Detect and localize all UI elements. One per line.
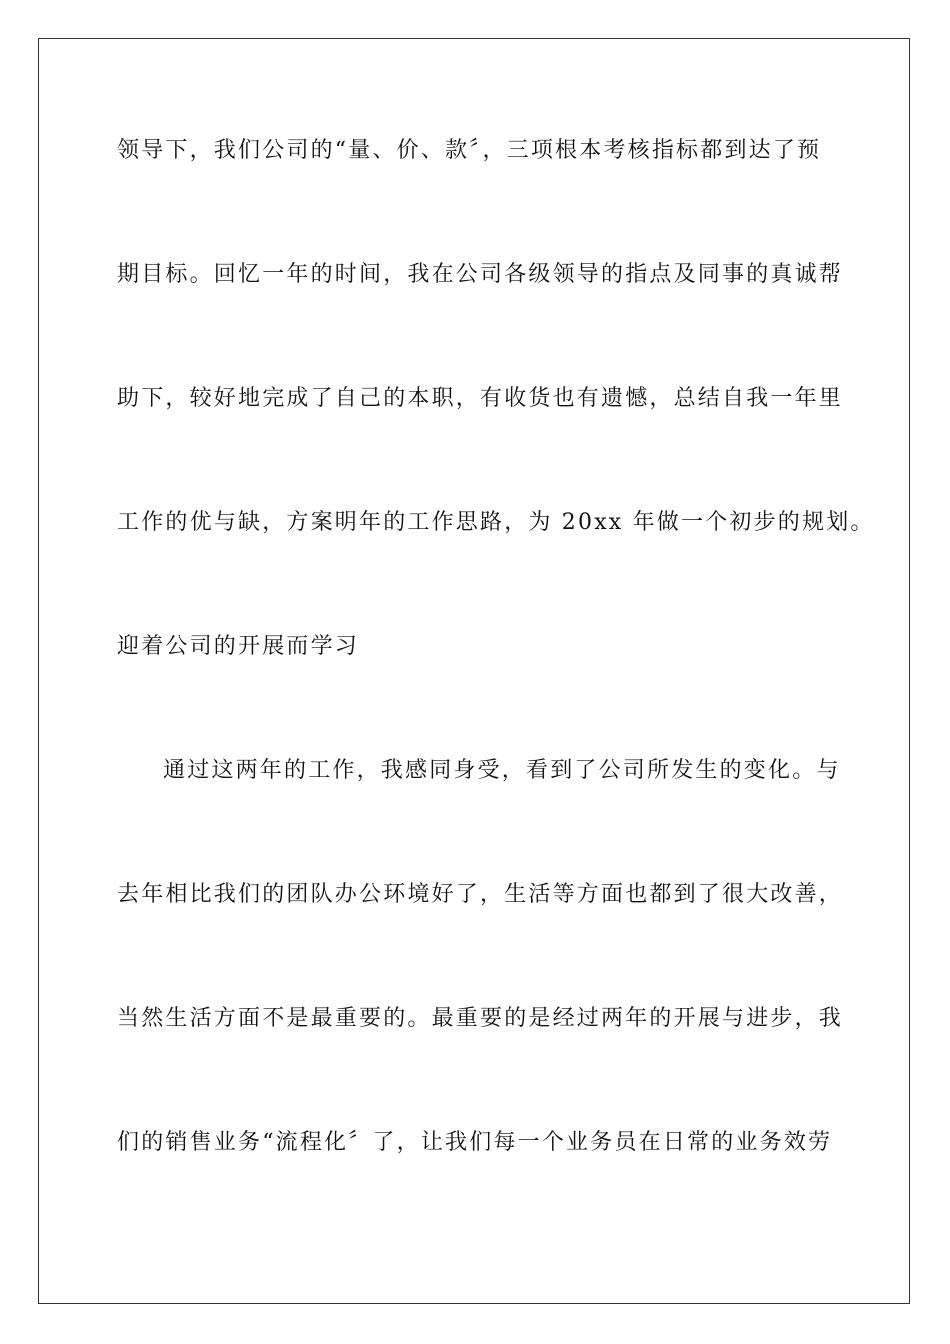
paragraph-line-1: 领导下，我们公司的“量、价、款〞，三项根本考核指标都到达了预 bbox=[117, 138, 822, 163]
paragraph-line-5: 通过这两年的工作，我感同身受，看到了公司所发生的变化。与 bbox=[163, 758, 841, 783]
section-heading: 迎着公司的开展而学习 bbox=[117, 634, 360, 659]
paragraph-line-8: 们的销售业务“流程化〞了，让我们每一个业务员在日常的业务效劳 bbox=[117, 1130, 833, 1155]
paragraph-line-3: 助下，较好地完成了自己的本职，有收货也有遗憾，总结自我一年里 bbox=[117, 386, 844, 411]
page-border bbox=[38, 38, 910, 1304]
paragraph-line-6: 去年相比我们的团队办公环境好了，生活等方面也都到了很大改善， bbox=[117, 882, 844, 907]
paragraph-line-7: 当然生活方面不是最重要的。最重要的是经过两年的开展与进步，我 bbox=[117, 1006, 844, 1031]
paragraph-line-4: 工作的优与缺，方案明年的工作思路，为 20xx 年做一个初步的规划。 bbox=[117, 510, 875, 535]
paragraph-line-2: 期目标。回忆一年的时间，我在公司各级领导的指点及同事的真诚帮 bbox=[117, 262, 844, 287]
